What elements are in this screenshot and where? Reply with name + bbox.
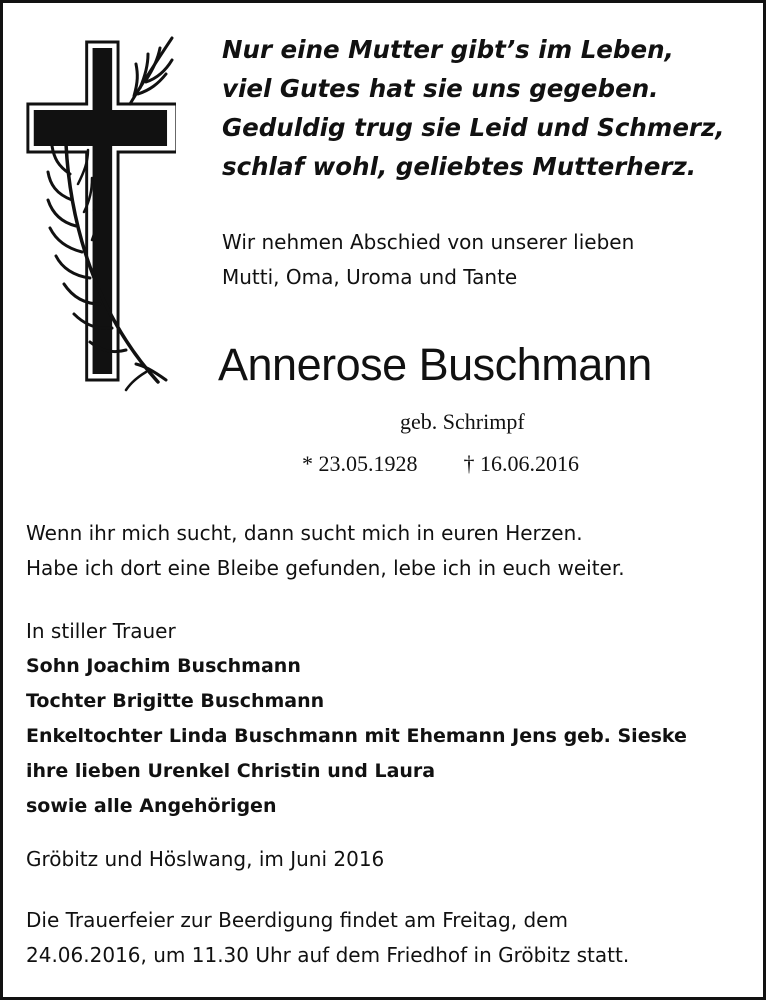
poem-line: Nur eine Mutter gibt’s im Leben,: [222, 35, 674, 64]
cross-with-palm-frond-icon: [26, 34, 176, 394]
deceased-name: Annerose Buschmann: [218, 339, 652, 390]
mourner-name: ihre lieben Urenkel Christin und Laura: [26, 760, 436, 782]
funeral-line: Die Trauerfeier zur Beerdigung findet am Freitag, dem: [26, 908, 568, 932]
farewell-intro: [222, 225, 752, 295]
intro-line: Wir nehmen Abschied von unserer lieben: [222, 230, 635, 254]
mourner-name: Sohn Joachim Buschmann: [26, 655, 301, 677]
place-and-date: Gröbitz und Höslwang, im Juni 2016: [26, 847, 385, 871]
funeral-line: 24.06.2016, um 11.30 Uhr auf dem Friedhof in Gröbitz statt.: [26, 943, 630, 967]
life-dates: [302, 448, 579, 480]
intro-line: Mutti, Oma, Uroma und Tante: [222, 265, 518, 289]
mourner-name: Tochter Brigitte Buschmann: [26, 690, 325, 712]
birth-name: geb. Schrimpf: [400, 409, 525, 434]
poem-line: schlaf wohl, geliebtes Mutterherz.: [222, 152, 697, 181]
death-date: † 16.06.2016: [463, 451, 579, 476]
verse-line: Habe ich dort eine Bleibe gefunden, lebe ich in euch weiter.: [26, 556, 625, 580]
poem-line: viel Gutes hat sie uns gegeben.: [222, 74, 659, 103]
mourner-name: sowie alle Angehörigen: [26, 795, 277, 817]
mourner-name: Enkeltochter Linda Buschmann mit Ehemann Jens geb. Sieske: [26, 725, 687, 747]
birth-date: * 23.05.1928: [302, 451, 418, 476]
memorial-verse: [26, 516, 746, 586]
memorial-poem: [222, 30, 752, 186]
funeral-info: [26, 903, 746, 973]
mourners-heading: In stiller Trauer: [26, 619, 176, 643]
verse-line: Wenn ihr mich sucht, dann sucht mich in euren Herzen.: [26, 521, 583, 545]
mourners-list: [26, 614, 746, 824]
poem-line: Geduldig trug sie Leid und Schmerz,: [222, 113, 725, 142]
